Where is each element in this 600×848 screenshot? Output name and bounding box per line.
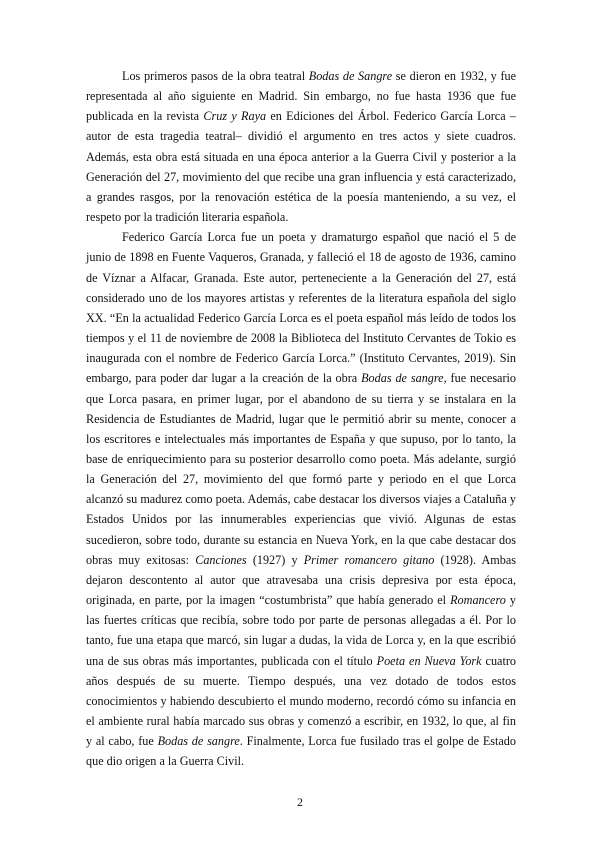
text-run-italic: Primer romancero gitano: [303, 552, 435, 567]
text-run-italic: Romancero: [450, 593, 506, 608]
paragraph-bodas-de-sangre-intro: [86, 66, 516, 227]
text-run-italic: Canciones: [195, 552, 247, 567]
text-run: en Ediciones del Árbol. Federico García Lorca –autor de esta tragedia teatral– dividió el argumento en tres actos y siete cuadros. Además, esta obra está situada en una época anterior a la Guerra Civil y posterior a la Generación del 27, movimiento del que recibe una gran influencia y está caracterizado, a grandes rasgos, por la renovación estética de la poesía manteniendo, a su vez, el respeto por la tradición literaria española.: [86, 109, 516, 225]
page-number: 2: [297, 795, 303, 809]
text-run-italic: Poeta en Nueva York: [376, 653, 482, 668]
text-run: cuatro años después de su muerte. Tiempo después, una vez dotado de todos estos conocimientos y habiendo descubierto el mundo moderno, recordó cómo su infancia en el ambiente rural había marcado sus obras y comenzó a escribir, en 1932, lo que, al fin y al cabo, fue: [86, 653, 516, 749]
text-run: se dieron en 1932, y fue representada al año siguiente en Madrid. Sin embargo, no fue hasta 1936 que fue publicada en la revista: [86, 69, 517, 124]
text-run: (1928). Ambas dejaron descontento al autor que atravesaba una crisis depresiva por esta época, originada, en parte, por la imagen “costumbrista” que había generado el: [86, 552, 517, 608]
text-run: Federico García Lorca fue un poeta y dramaturgo español que nació el 5 de junio de 1898 en Fuente Vaqueros, Granada, y falleció el 18 de agosto de 1936, camino de Víznar a Alfacar, Granada. Este autor, perteneciente a la Generación del 27, está considerado uno de los mayores artistas y referentes de la literatura española del siglo XX. “En la actualidad Federico García Lorca es el poeta español más leído de todos los tiempos y el 11 de noviembre de 2008 la Biblioteca del Instituto Cervantes de Tokio es inaugurada con el nombre de Federico García Lorca.” (Instituto Cervantes, 2019). Sin embargo, para poder dar lugar a la creación de la obra: [86, 230, 516, 386]
paragraph-lorca-biography: [86, 227, 516, 771]
text-run: . Finalmente, Lorca fue fusilado tras el golpe de Estado que dio origen a la Guerra Civil.: [86, 734, 516, 769]
text-run-italic: Bodas de Sangre: [308, 69, 393, 83]
text-run: (1927) y: [246, 552, 304, 567]
text-run-italic: Cruz y Raya: [203, 109, 267, 124]
text-run: , fue necesario que Lorca pasara, en primer lugar, por el abandono de su tierra y se instalara en la Residencia de Estudiantes de Madrid, lugar que le permitió abrir su mente, conocer a los escritores e intelectuales más importantes de España y que supuso, por lo tanto, la base de enriquecimiento para su posterior desarrollo como poeta. Más adelante, surgió la Generación del 27, movimiento del que formó parte y periodo en el que Lorca alcanzó su madurez como poeta. Además, cabe destacar los diversos viajes a Cataluña y Estados Unidos por las innumerables experiencias que vivió. Algunas de estas sucedieron, sobre todo, durante su estancia en Nueva York, en la que cabe destacar dos obras muy exitosas:: [86, 371, 517, 567]
text-run: y las fuertes críticas que recibía, sobre todo por parte de personas allegadas a él. Por lo tanto, fue una etapa que marcó, sin lugar a dudas, la vida de Lorca y, en la que escribió una de sus obras más importantes, publicada con el título: [86, 593, 516, 668]
text-run-italic: Bodas de sangre: [361, 371, 444, 386]
document-body: [86, 66, 516, 771]
text-run: Los primeros pasos de la obra teatral: [122, 69, 309, 83]
text-run-italic: Bodas de sangre: [157, 734, 240, 749]
